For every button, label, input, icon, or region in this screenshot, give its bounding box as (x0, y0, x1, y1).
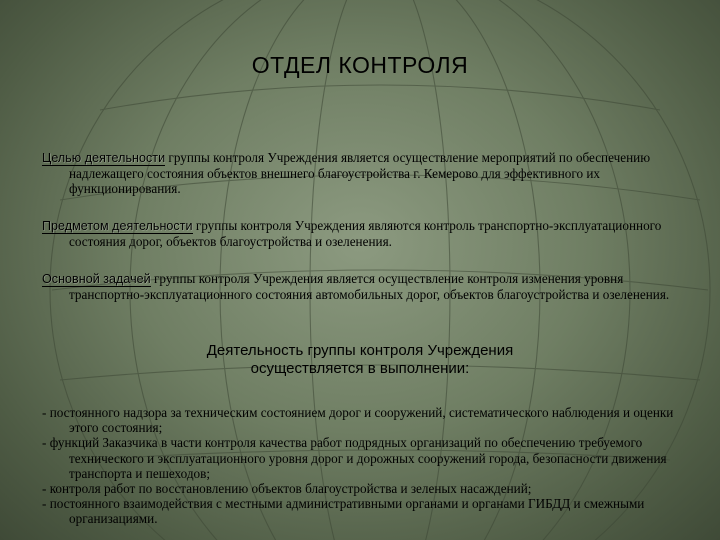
subject-key-term: Предметом деятельности (42, 219, 193, 233)
task-key-term: Основной задачей (42, 272, 151, 286)
activities-list (42, 405, 692, 527)
goal-text: группы контроля Учреждения является осуществление мероприятий по обеспечению надлежащего состояния объектов внешнего благоустройства г. Кемерово для эффективного их функционирования. (69, 150, 651, 197)
activities-subheading (0, 342, 720, 378)
task-paragraph (42, 271, 682, 302)
list-item: - постоянного надзора за техническим состоянием дорог и сооружений, систематического наблюдения и оценки этого состояния; (42, 405, 674, 436)
page-title: ОТДЕЛ КОНТРОЛЯ (251, 52, 469, 78)
list-item: - функций Заказчика в части контроля качества работ подрядных организаций по обеспечению требуемого технического и эксплуатационного уровня дорог и дорожных сооружений города, безопасности движения транспорта и пешеходов; (42, 435, 667, 481)
subject-text: группы контроля Учреждения являются контроль транспортно-эксплуатационного состояния дорог, объектов благоустройства и озеленения. (69, 218, 662, 250)
list-item: - постоянного взаимодействия с местными административными органами и органами ГИБДД и смежными организациями. (42, 496, 645, 527)
list-item: - контроля работ по восстановлению объектов благоустройства и зеленых насаждений; (42, 481, 532, 497)
subject-paragraph (42, 218, 682, 249)
subheading-line-1: Деятельность группы контроля Учреждения (206, 342, 514, 359)
subheading-line-2: осуществляется в выполнении: (250, 360, 470, 377)
goal-key-term: Целью деятельности (42, 151, 166, 165)
goal-paragraph (42, 150, 682, 197)
task-text: группы контроля Учреждения является осуществление контроля изменения уровня транспортно-эксплуатационного состояния автомобильных дорог, объектов благоустройства и озеленения. (69, 271, 670, 303)
